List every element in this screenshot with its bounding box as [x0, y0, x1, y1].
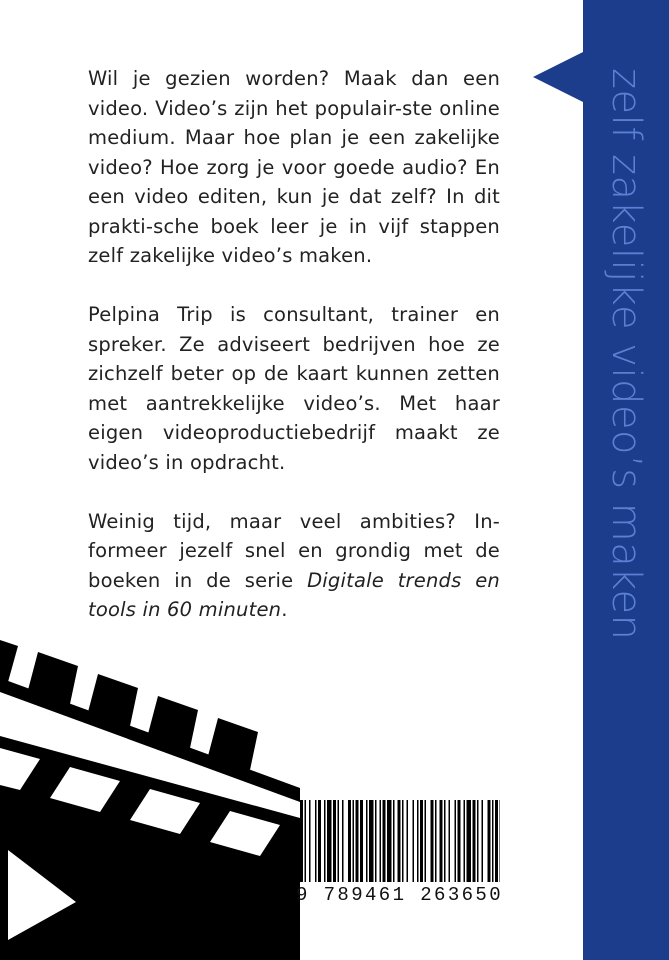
- spine-arrow-icon: [533, 52, 583, 102]
- series-period: .: [281, 598, 288, 621]
- barcode-bar: [488, 800, 491, 882]
- barcode-bar: [464, 800, 466, 882]
- barcode-bar: [425, 800, 427, 882]
- barcode-bar: [500, 800, 501, 882]
- series-intro-text: Weinig tijd, maar veel ambities? In-formeer jezelf snel en grondig met de boeken in de serie: [88, 509, 500, 592]
- barcode-bar: [353, 800, 355, 882]
- barcode-bar: [495, 800, 498, 882]
- barcode-bar: [477, 800, 479, 882]
- barcode-bar: [387, 800, 392, 882]
- barcode-bar: [417, 800, 419, 882]
- barcode: [300, 800, 500, 882]
- barcode-bar: [324, 800, 326, 882]
- barcode-bar: [482, 800, 484, 882]
- barcode-bar: [473, 800, 476, 882]
- blurb-paragraph-author: Pelpina Trip is consultant, trainer en spreker. Ze adviseert bedrijven hoe ze zichzelf beter op de kaart kunnen zetten met aantrekkelijke video’s. Met haar eigen videoproductiebedrijf maakt ze video’s in opdracht.: [88, 303, 500, 474]
- barcode-bar: [309, 800, 311, 882]
- barcode-bar: [369, 800, 374, 882]
- isbn-number: 9 789461 263650: [296, 884, 504, 906]
- blurb-paragraph-series: [88, 507, 500, 625]
- barcode-bar: [449, 800, 451, 882]
- barcode-bar: [402, 800, 404, 882]
- barcode-bar: [444, 800, 446, 882]
- barcode-bar: [300, 800, 303, 882]
- series-title: Digitale trends en tools in 60 minuten: [88, 568, 500, 621]
- barcode-bar: [348, 800, 351, 882]
- barcode-bar: [356, 800, 359, 882]
- barcode-bar: [318, 800, 321, 882]
- barcode-bar: [467, 800, 472, 882]
- barcode-bar: [380, 800, 382, 882]
- barcode-bar: [492, 800, 494, 882]
- barcode-bar: [407, 800, 409, 882]
- barcode-bar: [338, 800, 340, 882]
- barcode-bar: [458, 800, 461, 882]
- barcode-bar: [342, 800, 344, 882]
- blurb-text: [88, 64, 500, 654]
- barcode-bar: [383, 800, 386, 882]
- barcode-bar: [305, 800, 307, 882]
- clapper-stripe: [0, 640, 18, 682]
- barcode-bar: [366, 800, 368, 882]
- barcode-bar: [393, 800, 395, 882]
- barcode-bar: [375, 800, 377, 882]
- barcode-bar: [435, 800, 437, 882]
- barcode-bar: [440, 800, 443, 882]
- barcode-bar: [327, 800, 332, 882]
- barcode-bar: [315, 800, 317, 882]
- barcode-bar: [431, 800, 434, 882]
- spine-title: zelf zakelijke video’s maken: [603, 68, 649, 641]
- clapperboard-icon: [0, 640, 300, 960]
- barcode-bar: [455, 800, 457, 882]
- barcode-bar: [360, 800, 363, 882]
- barcode-bar: [413, 800, 415, 882]
- blurb-paragraph-intro: Wil je gezien worden? Maak dan een video. Video’s zijn het populair-ste online medium. Maar hoe plan je een zakelijke video? Hoe zorg je voor goede audio? En een video editen, kun je dat zelf? In dit prakti-sche boek leer je in vijf stappen zelf zakelijke video’s maken.: [88, 67, 500, 267]
- barcode-bar: [333, 800, 336, 882]
- barcode-bar: [398, 800, 401, 882]
- barcode-bar: [420, 800, 423, 882]
